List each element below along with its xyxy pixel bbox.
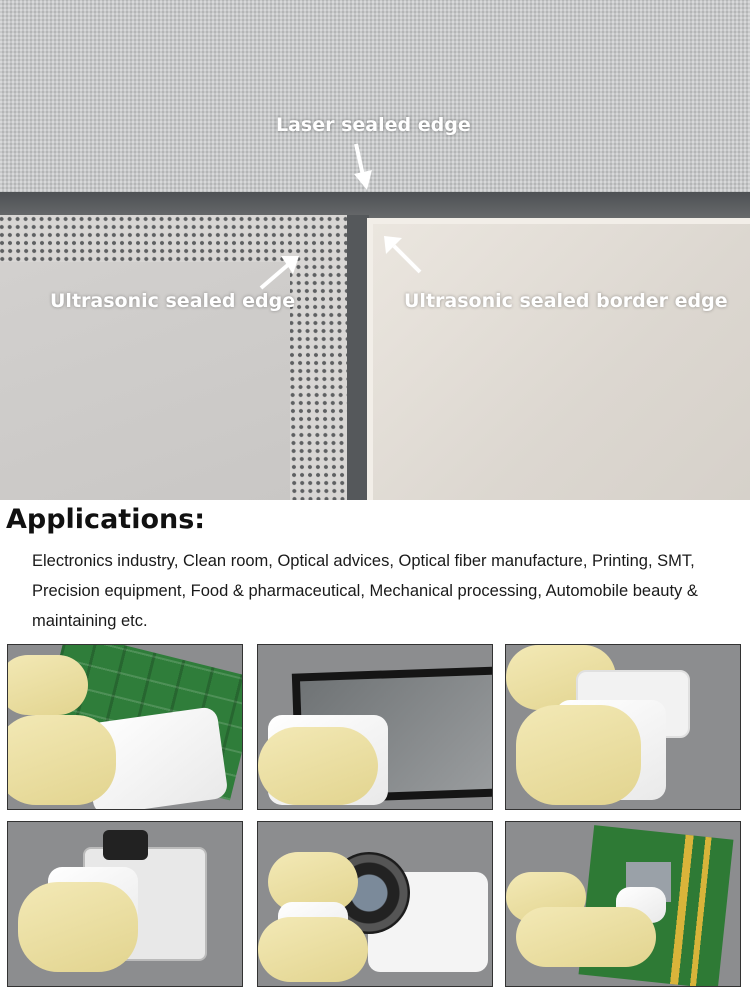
glove-hand <box>18 882 138 972</box>
glove-hand <box>258 917 368 982</box>
laser-sealed-edge-label: Laser sealed edge <box>276 114 471 136</box>
photo-phone-wiping <box>505 644 741 810</box>
arrow-up-right-icon <box>255 252 303 294</box>
glove-hand <box>516 907 656 967</box>
applications-heading: Applications: <box>6 504 206 535</box>
photo-camera-screen-wiping <box>7 821 243 987</box>
photo-motherboard-wiping <box>505 821 741 987</box>
glove-hand <box>7 655 88 715</box>
photo-camera-lens-wiping <box>257 821 493 987</box>
arrow-down-icon <box>340 140 380 195</box>
camera-viewfinder <box>103 830 148 860</box>
glove-hand <box>516 705 641 805</box>
photo-pcb-wiping <box>7 644 243 810</box>
fabric-divider <box>347 215 369 500</box>
ultrasonic-sealed-border-edge-label: Ultrasonic sealed border edge <box>404 290 728 312</box>
glove-hand <box>258 727 378 805</box>
ultrasonic-sealed-edge-label: Ultrasonic sealed edge <box>50 290 296 312</box>
arrow-up-left-icon <box>380 232 426 278</box>
glove-hand <box>7 715 116 805</box>
applications-description: Electronics industry, Clean room, Optical advices, Optical fiber manufacture, Printing, SMT, Precision equipment, Food & pharmaceutical, Mechanical processing, Automobile beauty & maintaining etc. <box>32 552 698 630</box>
photo-glass-panel-wiping <box>257 644 493 810</box>
